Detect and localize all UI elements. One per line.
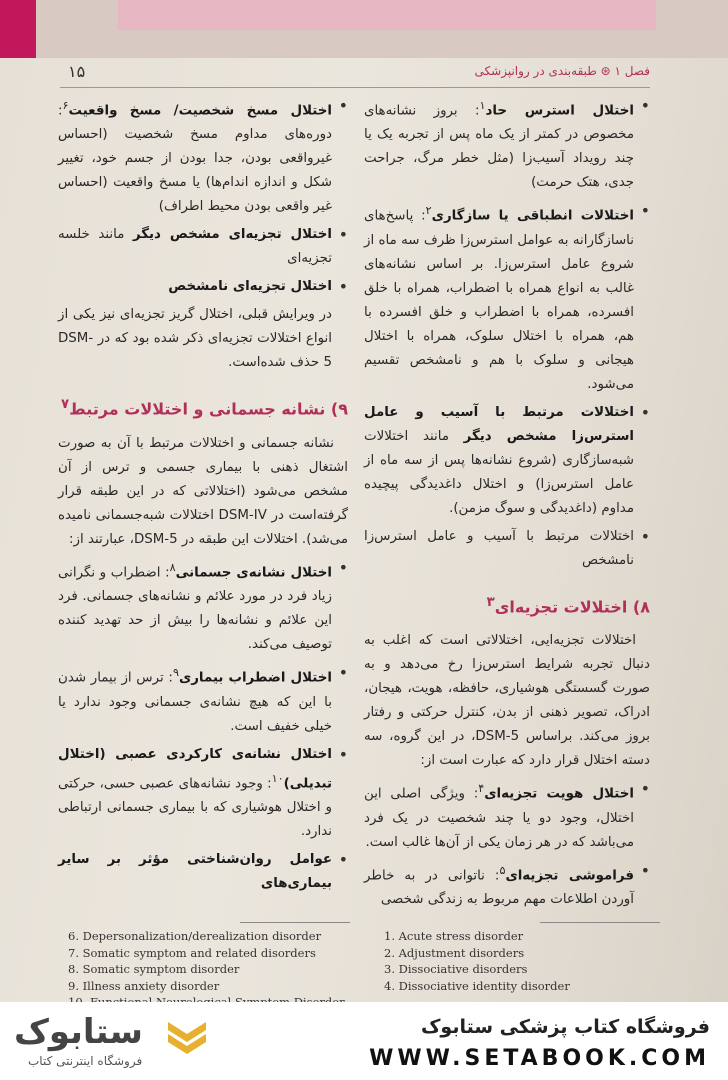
term-conversion: اختلال نشانه‌ی کارکردی عصبی (اختلال تبدیلی) — [58, 746, 332, 792]
footnote-ref: ۶ — [62, 99, 69, 112]
footnote: 2. Adjustment disorders — [384, 945, 525, 960]
section-title: ۸) اختلالات تجزیه‌ای — [494, 597, 650, 617]
term-acute-stress: اختلال استرس حاد — [485, 103, 635, 119]
definition-text: : ناتوانی در به خاطر آوردن اطلاعات مهم مربوط به زندگی شخصی — [364, 868, 634, 908]
list-item-illness-anxiety — [58, 661, 348, 738]
footnote: 3. Dissociative disorders — [384, 962, 528, 976]
footnote: 7. Somatic symptom and related disorders — [68, 945, 316, 960]
section-9-intro: نشانه جسمانی و اختلالات مرتبط با آن به صورت اشتغال ذهنی با بیماری جسمی و ترس از آن مشخص می‌شود (اختلالاتی که در این طبقه قرار گرفته‌است در DSM-IV اختلالات شبه‌جسمانی نامیده می‌شد). اختلالات این طبقه در DSM-5، عبارتند از: — [58, 435, 348, 547]
definition-text: مانند اختلالات شبه‌سازگاری (شروع نشانه‌ها پس از سه ماه از عامل استرس‌زا) و اختلال داغدیدگی پیچیده مداوم (داغدیدگی و سوگ مزمن). — [364, 428, 634, 516]
store-banner — [0, 1002, 728, 1080]
definition-text: مانند خلسه تجزیه‌ای — [58, 227, 332, 267]
term-unspecified-dissociative: اختلال تجزیه‌ای نامشخص — [168, 279, 332, 295]
list-item-other-dissociative — [58, 223, 348, 271]
section-title: ۹) نشانه جسمانی و اختلالات مرتبط — [69, 399, 348, 419]
chapter-title: فصل ۱ ⊛ طبقه‌بندی در روانپزشکی — [474, 64, 650, 78]
footnote: 6. Depersonalization/derealization disorder — [68, 929, 322, 943]
list-item-amnesia — [364, 859, 650, 912]
list-item-identity — [364, 777, 650, 854]
footnote: 4. Dissociative identity disorder — [384, 978, 570, 993]
list-item-other-trauma — [364, 401, 650, 521]
footnote-ref: ۳ — [486, 594, 495, 610]
pink-stripe — [118, 0, 656, 30]
list-item-psych-factors — [58, 848, 348, 896]
footnote-rule-right — [540, 922, 660, 923]
footnote-ref: ۱۰ — [271, 771, 284, 785]
store-logo[interactable] — [14, 1010, 214, 1072]
section-heading-8 — [364, 591, 650, 619]
footnote-rule-left — [240, 922, 350, 923]
definition-text: : دوره‌های مداوم مسخ شخصیت (احساس غیرواقعی بودن، جدا بودن از جسم خود، تغییر شکل و اندازه اندام‌ها) یا مسخ واقعیت (احساس غیر واقعی بودن محیط اطراف) — [58, 103, 332, 215]
store-url[interactable]: WWW.SETABOOK.COM — [369, 1046, 710, 1071]
term-somatic: اختلال نشانه‌ی جسمانی — [175, 565, 332, 581]
term-other-dissociative: اختلال تجزیه‌ای مشخص دیگر — [132, 227, 332, 243]
term-illness-anxiety: اختلال اضطراب بیماری — [178, 670, 333, 686]
footnote-ref: ۱ — [479, 99, 486, 112]
footnote: 1. Acute stress disorder — [384, 929, 524, 943]
list-item-adjustment — [364, 199, 650, 396]
term-depersonalization: اختلال مسخ شخصیت/ مسخ واقعیت — [68, 103, 332, 119]
list-item-depersonalization — [58, 94, 348, 219]
definition-text: اختلالات مرتبط با آسیب و عامل استرس‌زا نامشخص — [364, 528, 634, 568]
footnote-ref: ۲ — [425, 204, 432, 218]
pink-tab — [0, 0, 36, 58]
definition-text: : اضطراب و نگرانی زیاد فرد در مورد علائم و نشانه‌های جسمانی. فرد این علائم و نشانه‌ها را بیش از حد تهدید کننده توصیف می‌کند. — [58, 565, 332, 653]
term-identity: اختلال هویت تجزیه‌ای — [484, 786, 634, 802]
list-item-unspecified-trauma — [364, 525, 650, 573]
term-psych-factors: عوامل روان‌شناختی مؤثر بر سایر بیماری‌های — [58, 852, 332, 892]
footnote: 9. Illness anxiety disorder — [68, 978, 220, 993]
list-item-conversion — [58, 743, 348, 844]
list-item-unspecified-dissociative — [58, 275, 348, 299]
footnote-ref: ۹ — [172, 666, 179, 680]
definition-text: : ترس از بیمار شدن با این که هیچ نشانه‌ی جسمانی وجود ندارد یا خیلی خفیف است. — [58, 670, 332, 734]
term-other-trauma: اختلالات مرتبط با آسیب و عامل استرس‌زا مشخص دیگر — [364, 404, 634, 444]
top-color-band — [0, 0, 728, 58]
header-rule — [60, 87, 650, 88]
section-heading-9 — [58, 393, 348, 421]
definition-text: : ویژگی اصلی این اختلال، وجود دو یا چند شخصیت در یک فرد می‌باشد که در هر زمان یکی از آن‌ها غالب است. — [364, 786, 634, 850]
definition-text: : بروز نشانه‌های مخصوص در کمتر از یک ماه پس از تجربه یک یا چند رویداد آسیب‌زا (مثل خطر مرگ، جراحت جدی، هتک حرمت) — [364, 103, 634, 191]
logo-wordmark: ستابوک — [14, 1012, 143, 1052]
dsm-note: در ویرایش قبلی، اختلال گریز تجزیه‌ای نیز یکی از انواع اختلالات تجزیه‌ای ذکر شده بود که در DSM-5 حذف شده‌است. — [58, 307, 332, 371]
footnotes-left — [68, 928, 348, 1011]
definition-text: : پاسخ‌های ناسازگارانه به عوامل استرس‌زا ظرف سه ماه از شروع عامل استرس‌زا. بر اساس نشانه‌های غالب به انواع همراه با اضطراب، همراه با خلق افسرده، همراه با اضطراب و خلق افسرده با هم، همراه با اختلال سلوک، همراه با اختلال هیجانی و سلوک با هم و نامشخص تقسیم می‌شود. — [364, 208, 634, 392]
footnote: 8. Somatic symptom disorder — [68, 962, 240, 976]
section-8-intro: اختلالات تجزیه‌ایی، اختلالاتی است که اغلب به دنبال تجربه شرایط استرس‌زا رخ می‌دهد و به صورت گسستگی هوشیاری، حافظه، هویت، هیجان، ادراک، تصویر ذهنی از بدن، کنترل حرکتی و رفتار بروز می‌کند. براساس DSM-5، در این گروه، سه دسته اختلال قرار دارد که عبارت است از: — [364, 633, 650, 769]
running-header — [60, 60, 650, 88]
footnote-ref: ۵ — [499, 863, 506, 877]
definition-text: : وجود نشانه‌های عصبی حسی، حرکتی و اختلال هوشیاری که با بیماری جسمانی ارتباطی ندارد. — [58, 776, 332, 840]
left-column — [58, 94, 348, 900]
right-column — [364, 94, 650, 916]
store-name: فروشگاه کتاب پزشکی ستابوک — [420, 1016, 710, 1038]
footnotes-right — [384, 928, 664, 994]
list-item-acute-stress — [364, 94, 650, 195]
term-amnesia: فراموشی تجزیه‌ای — [505, 868, 634, 884]
footnote-ref: ۷ — [61, 397, 70, 413]
list-item-somatic — [58, 556, 348, 657]
footnote-ref: ۴ — [478, 782, 485, 796]
chevron-logo-icon — [164, 1016, 210, 1056]
footnote-ref: ۸ — [169, 560, 176, 574]
logo-subtitle: فروشگاه اینترنتی کتاب — [28, 1054, 143, 1068]
term-adjustment: اختلالات انطباقی یا سازگاری — [431, 208, 634, 224]
page-number: ۱۵ — [68, 62, 86, 81]
